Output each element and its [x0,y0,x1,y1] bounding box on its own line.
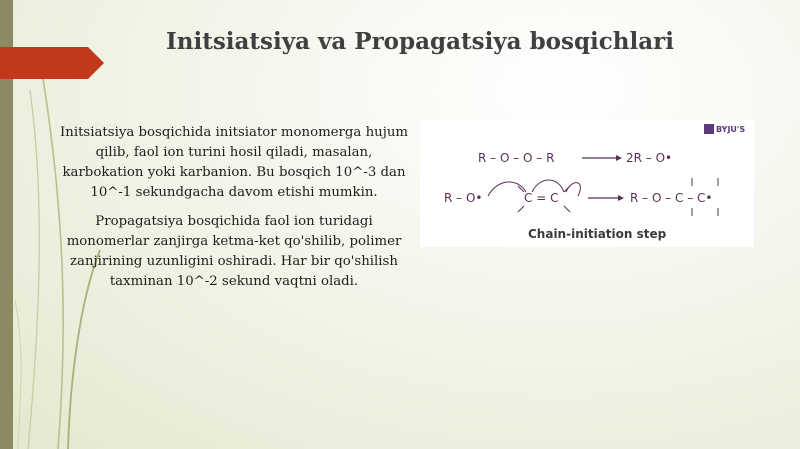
reaction1-arrow [582,155,622,161]
title-arrow-banner [0,47,104,79]
byjus-logo [704,124,745,134]
paragraph-initiation: Initsiatsiya bosqichida initsiator monomerga hujum qilib, faol ion turini hosil qiladi, masalan, karbokation yoki karbanion. Bu bosqich 10^-3 dan 10^-1 sekundgacha davom etishi mumkin. [60,125,408,200]
paragraph-propagation: Propagatsiya bosqichida faol ion turidagi monomerlar zanjirga ketma-ket qo'shilib, polimer zanjirining uzunligini oshiradi. Har bir qo'shilish taxminan 10^-2 sekund vaqtni oladi. [66,214,402,289]
diagram-caption: Chain-initiation step [528,227,667,241]
reaction2-monomer: C = C [524,191,559,205]
logo-text: BYJU'S [716,125,746,134]
reaction1-product: 2R – O• [626,151,673,165]
reaction2-radical: R – O• [444,191,483,205]
slide-title: Initsiatsiya va Propagatsiya bosqichlari [165,28,674,55]
reaction2-arrow [588,195,624,201]
reaction1-reactant: R – O – O – R [478,151,555,165]
reaction2-product: R – O – C – C• [630,191,713,205]
reaction-diagram [420,120,754,247]
